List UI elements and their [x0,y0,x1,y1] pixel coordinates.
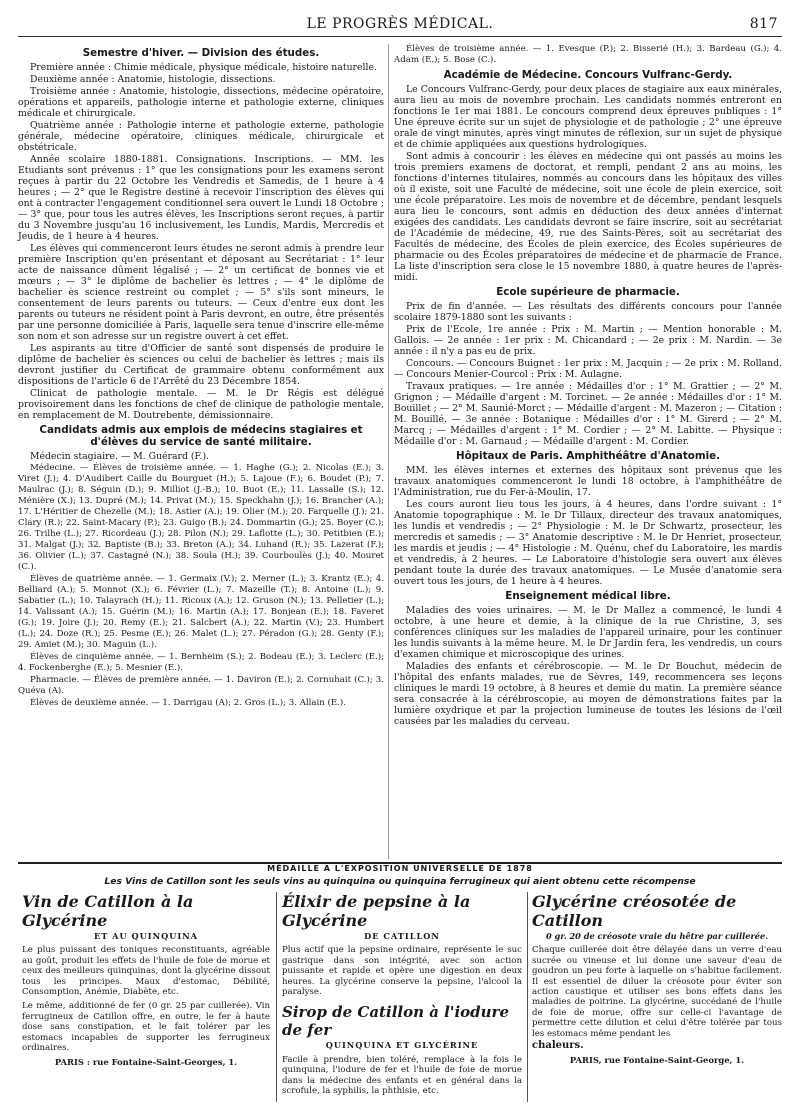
ad-tagline-second: QUINQUINA ET GLYCÉRINE [325,1040,479,1051]
section-heading: Semestre d'hiver. — Division des études. [82,47,320,59]
ad-body: Le plus puissant des toniques reconstituants, agréable au goût, produit les effets de l'huile de foie de morue et ceux des meilleurs quinquinas, dont la glycérine dissout tous les principes. Maux d'estomac, Débilité, Consomption, Anémie, Diabète, etc. [22,945,270,998]
paragraph: Première année : Chimie médicale, physique médicale, histoire naturelle. [30,62,377,73]
candidate-list: Élèves de cinquième année. — 1. Bernheim (S.); 2. Bodeau (E.); 3. Leclerc (E.); 4. Fockenberghe (E.); 5. Mesnier (E.). [18,652,384,673]
ad-body-second: Le même, additionné de fer (0 gr. 25 par cuillerée). Vin ferrugineux de Catillon offre, en outre, le fer à haute dose sans constipation, et le fait tolérer par les estomacs incapables de supporter les ferrugineux ordinaires. [22,1001,270,1054]
journal-title: LE PROGRÈS MÉDICAL. [306,16,494,32]
paragraph: Prix de fin d'année. — Les résultats des différents concours pour l'année scolaire 1879-1880 sont les suivants : [394,301,782,323]
paragraph: Deuxième année : Anatomie, histologie, dissections. [30,74,276,85]
ad-address: PARIS : rue Fontaine-Saint-Georges, 1. [54,1057,238,1068]
ad-tagline: DE CATILLON [364,931,440,941]
paragraph: Quatrième année : Pathologie interne et pathologie externe, pathologie générale, médecine opératoire, cliniques médicale, chirurgicale et obstétricale. [18,120,384,153]
page-header [18,14,782,37]
right-column [394,44,782,728]
paragraph: Troisième année : Anatomie, histologie, dissections, médecine opératoire, opérations et appareils, pathologie interne et pathologie externe, cliniques médicale et chirurgicale. [18,86,384,119]
section-heading: Académie de Médecine. Concours Vulfranc-Gerdy. [443,69,733,81]
paragraph: Médecin stagiaire. — M. Guérard (F.). [30,451,210,462]
ad-subheading: Les Vins de Catillon sont les seuls vins au quinquina ou quinquina ferrugineux qui aient obtenu cette récompense [104,876,696,887]
paragraph: Concours. — Concours Buignet : 1er prix : M. Jacquin ; — 2e prix : M. Rolland. — Concours Menier-Courcol : Prix : M. Aulagne. [394,358,782,380]
ad-separator [276,892,277,1102]
paragraph: Maladies des enfants et cérébroscopie. — M. le Dr Bouchut, médecin de l'hôpital des enfants malades, rue de Sèvres, 149, recommencera ses leçons cliniques le mardi 19 octobre, à 8 heures et demie du matin. La première séance sera consacrée à la cérébroscopie, au moyen de démonstrations faites par la lumière oxydrique et par la projection lumineuse de toutes les lésions de l'œil causées par les maladies du cerveau. [394,661,782,727]
ad-title: Élixir de pepsine à la Glycérine [282,892,471,930]
section-heading: Hôpitaux de Paris. Amphithéâtre d'Anatomie. [455,450,720,462]
ad-address: PARIS, rue Fontaine-Saint-George, 1. [569,1055,745,1066]
candidate-list: Élèves de deuxième année. — 1. Darrigau (A); 2. Gros (L.); 3. Allain (E.). [30,698,346,708]
paragraph: Les aspirants au titre d'Officier de santé sont dispensés de produire le diplôme de bachelier ès sciences ou celui de bachelier ès lettres ; mais ils devront justifier du Certificat de grammaire obtenu conformément aux dispositions de l'article 6 de l'Arrêté du 23 Décembre 1854. [18,343,384,387]
paragraph: Les cours auront lieu tous les jours, à 4 heures, dans l'ordre suivant : 1° Anatomie topographique : M. le Dr Tillaux, directeur des travaux anatomiques, les lundis et vendredis ; — 2° Physiologie : M. le Dr Schwartz, prosecteur, les mercredis et samedis ; — 3° Anatomie descriptive : M. le Dr Henriet, prosecteur, les mardis et jeudis ; — 4° Histologie : M. Quénu, chef du Laboratoire, les mardis et vendredis, à 2 heures. — Le Laboratoire d'histologie sera ouvert aux élèves pendant toute la durée des travaux anatomiques. — Le Musée d'anatomie sera ouvert tous les jours, de 1 heure à 4 heures. [394,499,782,587]
ad-title: Glycérine créosotée de Catillon [532,892,737,930]
paragraph: Les élèves qui commenceront leurs études ne seront admis à prendre leur première Inscription qu'en présentant et déposant au Secrétariat : 1° leur acte de naissance dûment légalisé ; — 2° un certificat de bonnes vie et mœurs ; — 3° le diplôme de bachelier ès lettres ; — 4° le diplôme de bachelier ès science restreint ou complet ; — 5° s'ils sont mineurs, le consentement de leurs parents ou tuteurs. — Ceux d'entre eux dont les parents ou tuteurs ne résident point à Paris devront, en outre, être présentés par une personne domiciliée à Paris, laquelle sera tenue d'inscrire elle-même son nom et son adresse sur un registre ouvert à cet effet. [18,243,384,342]
candidate-list: Élèves de quatrième année. — 1. Germaix (V.); 2. Merner (L.); 3. Krantz (E.); 4. Belliard (A.); 5. Monnot (X.); 6. Février (L.); 7. Mazeille (T.); 8. Antoine (L.); 9. Sabatier (L.); 10. Talayrach (H.); 11. Ricoux (A.); 12. Gruson (N.); 13. Pelletier (L.); 14. Valissant (A.); 15. Guérin (M.); 16. Martin (A.); 17. Bonjean (E.); 18. Faveret (G.); 19. Joire (J.); 20. Remy (E.); 21. Salcbert (A.); 22. Martin (V.); 23. Humbert (L.); 24. Doze (R.); 25. Pesme (E.); 26. Malet (L.); 27. Péradon (G.); 28. Genty (F.); 29. Amiet (M.); 30. Maguin (L.). [18,574,384,650]
ad-medal-heading: MÉDAILLE A L'EXPOSITION UNIVERSELLE DE 1878 [267,864,533,873]
paragraph: Travaux pratiques. — 1re année : Médailles d'or : 1° M. Grattier ; — 2° M. Grignon ; — Médaille d'argent : M. Torcinet. — 2e année : Médailles d'or : 1° M. Bouillet ; — 2° M. Saunié-Morct ; — Médaille d'argent : M. Mazeron ; — Citation : M. Bouillé. — 3e année : Botanique : Médailles d'or : 1° M. Girerd ; — 2° M. Marcq ; — Médailles d'argent : 1° M. Cordier ; — 2° M. Labitte. — Physique : Médaille d'or : M. Garnaud ; — Médaille d'argent : M. Cordier. [394,381,782,447]
column-divider [388,44,389,859]
ad-tagline: ET AU QUINQUINA [93,931,199,941]
ad-glycerine-creosotee [532,892,782,1066]
paragraph: Sont admis à concourir : les élèves en médecine qui ont passés au moins les trois premiers examens de doctorat, et rempli, pendant 2 ans au moins, les fonctions d'internes titulaires, nommés au concours dans les hôpitaux des villes où il existe, soit une Faculté de médecine, soit une école de plein exercice, soit une école préparatoire. Les mois de novembre et de décembre, pendant lesquels aura lieu le concours, sont admis en déduction des deux années d'internat exigées des candidats. Les candidats devront se faire inscrire, soit au secrétariat de l'Académie de médecine, 49, rue des Saints-Pères, soit au secrétariat des Facultés de médecine, des Écoles de plein exercice, des Écoles supérieures de pharmacie ou des Écoles préparatoires de médecine et de pharmacie de France. La liste d'inscription sera close le 15 novembre 1880, à quatre heures de l'après-midi. [394,151,782,283]
ad-elixir-pepsine [282,892,522,1096]
section-heading: Enseignement médical libre. [505,590,671,602]
paragraph: Le Concours Vulfranc-Gerdy, pour deux places de stagiaire aux eaux minérales, aura lieu au mois de novembre prochain. Les candidats nommés entreront en fonctions le 1er mai 1881. Le concours comprend deux épreuves publiques : 1° Une épreuve écrite sur un sujet de physiologie et de pathologie ; 2° une épreuve orale de vingt minutes, après vingt minutes de réflexion, sur un sujet de physique et de chimie appliquées aux questions hydrologiques. [394,84,782,150]
paragraph: Année scolaire 1880-1881. Consignations. Inscriptions. — MM. les Etudiants sont prévenus : 1° que les consignations pour les examens seront reçues à partir du 22 Octobre les Vendredis et Samedis, de 1 heure à 4 heures ; — 2° que le Registre destiné à recevoir l'inscription des élèves qui ont à contracter l'engagement conditionnel sera ouvert le Lundi 18 Octobre ; — 3° que, pour tous les autres élèves, les Inscriptions seront reçues, à partir du 3 Novembre jusqu'au 16 inclusivement, les Lundis, Mardis, Mercredis et Jeudis, de 1 heure à 4 heures. [18,154,384,242]
ad-body-second: Facile à prendre, bien toléré, remplace à la fois le quinquina, l'iodure de fer et l'huile de foie de morue dans la médecine des enfants et en général dans la scrofule, la syphilis, la phthisie, etc. [282,1054,522,1097]
paragraph: Prix de l'Ecole, 1re année : Prix : M. Martin ; — Mention honorable : M. Gallois. — 2e année : 1er prix : M. Chicandard ; — 2e prix : M. Nardin. — 3e année : il n'y a pas eu de prix. [394,324,782,357]
ad-emphasis: chaleurs. [532,1040,584,1052]
section-heading: Ecole supérieure de pharmacie. [496,286,680,298]
paragraph: MM. les élèves internes et externes des hôpitaux sont prévenus que les travaux anatomiques commenceront le lundi 18 octobre, à l'amphithéâtre de l'Administration, rue du Fer-à-Moulin, 17. [394,465,782,498]
section-heading: Candidats admis aux emplois de médecins stagiaires et d'élèves du service de santé militaire. [39,424,363,448]
ad-separator [527,892,528,1102]
paragraph: Maladies des voies urinaires. — M. le Dr Mallez a commencé, le lundi 4 octobre, à une heure et demie, à la clinique de la rue Christine, 3, ses conférences cliniques sur les maladies de l'appareil urinaire, pour les continuer les lundis suivants à la même heure. M. le Dr Jardin fera, les vendredis, un cours d'examen chimique et microscopique des urines. [394,605,782,660]
paragraph: Clinicat de pathologie mentale. — M. le Dr Régis est délégué provisoirement dans les fonctions de chef de clinique de pathologie mentale, en remplacement de M. Doutrebente, démissionnaire. [18,388,384,421]
left-column [18,44,384,710]
ad-body: Chaque cuillerée doit être délayée dans un verre d'eau sucrée ou vineuse et lui donne une saveur d'eau de goudron un peu forte à laquelle on s'habitue facilement. Il est essentiel de diluer la créosote pour éviter son action caustique et utiliser ses bons effets dans les maladies de poitrine. La glycérine, succédané de l'huile de foie de morue, offre sur celle-ci l'avantage de permettre cette dilution et celui d'être tolérée par tous les estomacs même pendant les [532,945,782,1039]
ad-title: Vin de Catillon à la Glycérine [22,892,194,930]
candidate-list: Médecine. — Élèves de troisième année. — 1. Haghe (G.); 2. Nicolas (E.); 3. Viret (J.); 4. D'Audibert Caille du Bourguet (H.); 5. Lajoue (F.); 6. Boudet (P.); 7. Maulrac (J.); 8. Séguin (D.); 9. Milliot (J.-B.); 10. Buot (E.); 11. Lassalle (S.); 12. Ménière (X.); 13. Dupré (M.); 14. Privat (M.); 15. Speckhahn (J.); 16. Brancher (A.); 17. L'Héritier de Chezelle (M.); 18. Astier (A.); 19. Olier (M.); 20. Farquelle (J.); 21. Clary (R.); 22. Saint-Macary (P.); 23. Guigo (B.); 24. Dommartin (G.); 25. Boyer (C.); 26. Trilhe (L.); 27. Ricordeau (J.); 28. Pilon (N.); 29. Laflotte (L.); 30. Petitbien (E.); 31. Malgat (J.); 32. Baptiste (B.); 33. Breton (A.); 34. Luhand (R.); 35. Lazerat (F.); 36. Olivier (L.); 37. Castagné (N.); 38. Soula (H.); 39. Courboulès (J.); 40. Mouret (C.). [18,463,384,572]
ad-title-second: Sirop de Catillon à l'iodure de fer [282,1003,509,1040]
candidate-list: Élèves de troisième année. — 1. Evesque (P.); 2. Bisserié (H.); 3. Bardeau (G.); 4. Adam (E.); 5. Bose (C.). [394,44,782,65]
candidate-list: Pharmacie. — Élèves de première année. — 1. Daviron (E.); 2. Cornuhait (C.); 3. Quéva (A). [18,675,384,696]
page-number: 817 [749,16,778,32]
ad-tagline: 0 gr. 20 de créosote vraie du hêtre par cuillerée. [545,931,769,941]
ad-vin-catillon [22,892,270,1068]
ad-body: Plus actif que la pepsine ordinaire, représente le suc gastrique dans son intégrité, avec son action puissante et rapide et opère une digestion en deux heures. La glycérine conserve la pepsine, l'alcool la paralyse. [282,945,522,998]
